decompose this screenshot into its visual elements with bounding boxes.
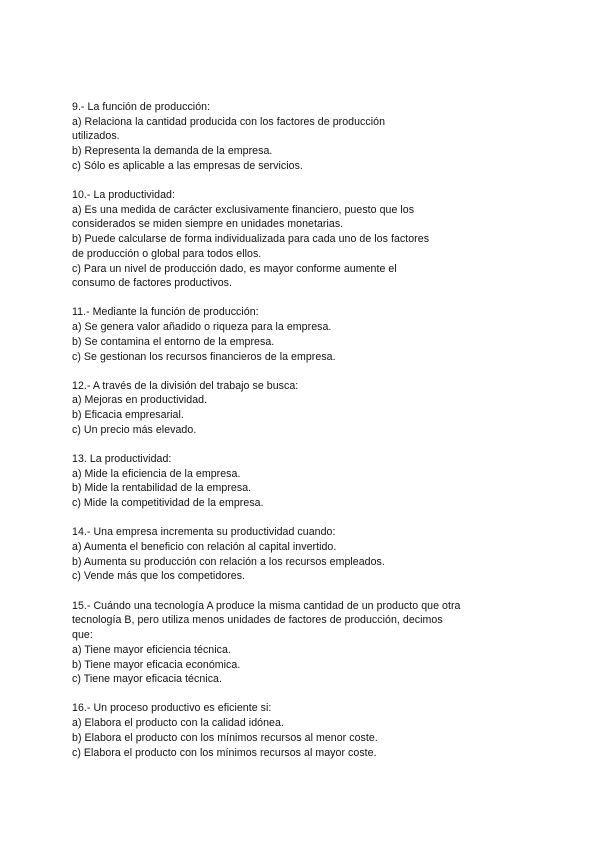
answer-option-b: b) Elabora el producto con los mínimos recursos al menor coste. [72, 731, 378, 744]
question-14 [72, 525, 542, 584]
question-text: 14.- Una empresa incrementa su productividad cuando: [72, 526, 336, 539]
question-text: 12.- A través de la división del trabajo se busca: [72, 379, 299, 392]
answer-option-b: b) Mide la rentabilidad de la empresa. [72, 482, 252, 495]
answer-option-b-continued: de producción o global para todos ellos. [72, 247, 262, 260]
question-text: 10.- La productividad: [72, 189, 175, 202]
question-15 [72, 599, 542, 687]
answer-option-b: b) Eficacia empresarial. [72, 409, 184, 422]
answer-option-b: b) Aumenta su producción con relación a los recursos empleados. [72, 555, 385, 568]
answer-option-a: a) Relaciona la cantidad producida con los factores de producción [72, 115, 386, 128]
question-9 [72, 100, 542, 174]
answer-option-a: a) Tiene mayor eficiencia técnica. [72, 643, 231, 656]
answer-option-a: a) Es una medida de carácter exclusivamente financiero, puesto que los [72, 203, 415, 216]
question-12 [72, 379, 542, 438]
question-text: 13. La productividad: [72, 453, 172, 466]
question-text-continued: tecnología B, pero utiliza menos unidades de factores de producción, decimos [72, 614, 443, 627]
answer-option-c: c) Sólo es aplicable a las empresas de servicios. [72, 159, 303, 172]
question-10 [72, 188, 542, 291]
question-13 [72, 452, 542, 511]
answer-option-b: b) Representa la demanda de la empresa. [72, 145, 273, 158]
question-text: 16.- Un proceso productivo es eficiente si: [72, 702, 272, 715]
question-16 [72, 701, 542, 760]
question-text: 11.- Mediante la función de producción: [72, 306, 259, 319]
answer-option-a-continued: utilizados. [72, 130, 120, 143]
document-page [72, 100, 542, 775]
answer-option-c-continued: consumo de factores productivos. [72, 277, 232, 290]
question-text: 15.- Cuándo una tecnología A produce la misma cantidad de un producto que otra [72, 599, 461, 612]
question-text: 9.- La función de producción: [72, 101, 211, 113]
answer-option-c: c) Un precio más elevado. [72, 423, 197, 436]
question-text-continued: que: [72, 629, 93, 642]
answer-option-a: a) Se genera valor añadido o riqueza para la empresa. [72, 321, 332, 334]
answer-option-c: c) Se gestionan los recursos financieros de la empresa. [72, 350, 336, 363]
answer-option-b: b) Tiene mayor eficacia económica. [72, 658, 241, 671]
answer-option-a: a) Elabora el producto con la calidad idónea. [72, 717, 284, 730]
answer-option-c: c) Para un nivel de producción dado, es mayor conforme aumente el [72, 262, 397, 275]
answer-option-a: a) Mejoras en productividad. [72, 394, 208, 407]
question-11 [72, 305, 542, 364]
answer-option-a: a) Aumenta el beneficio con relación al capital invertido. [72, 541, 337, 554]
answer-option-b: b) Puede calcularse de forma individualizada para cada uno de los factores [72, 233, 430, 246]
answer-option-c: c) Tiene mayor eficacia técnica. [72, 673, 222, 686]
answer-option-c: c) Vende más que los competidores. [72, 570, 246, 583]
answer-option-a: a) Mide la eficiencia de la empresa. [72, 467, 241, 480]
answer-option-c: c) Elabora el producto con los mínimos recursos al mayor coste. [72, 746, 377, 759]
answer-option-a-continued: considerados se miden siempre en unidades monetarias. [72, 218, 344, 231]
answer-option-c: c) Mide la competitividad de la empresa. [72, 497, 264, 510]
answer-option-b: b) Se contamina el entorno de la empresa. [72, 335, 275, 348]
